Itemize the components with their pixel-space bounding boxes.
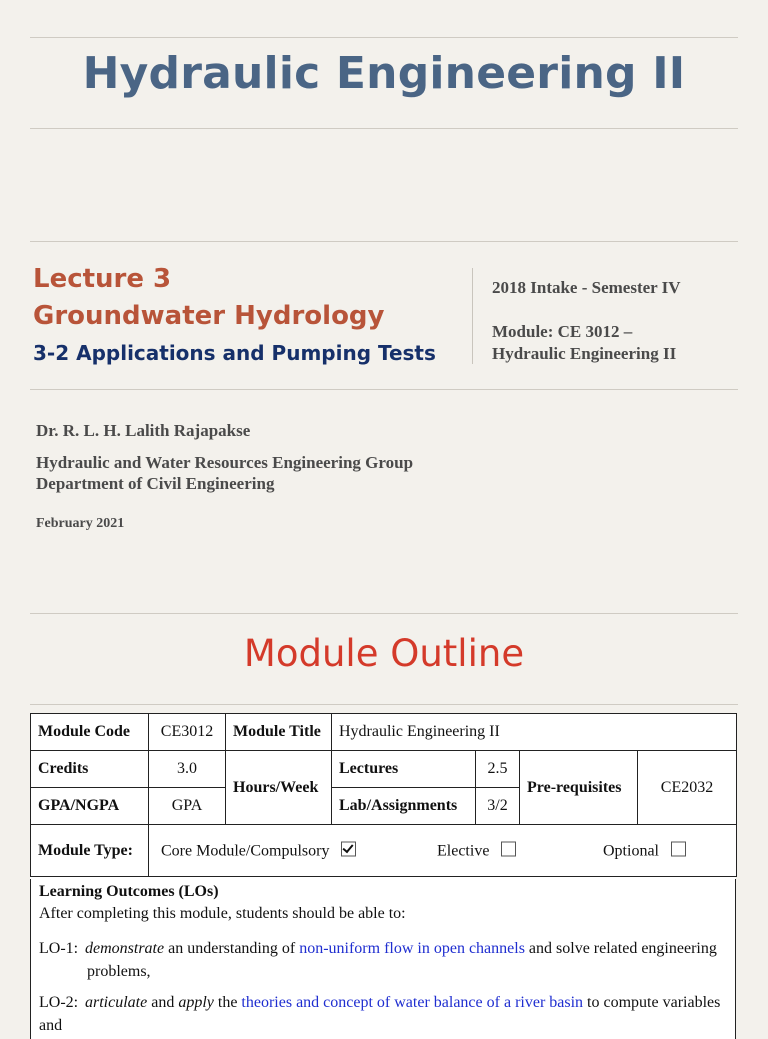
- module-code-value: CE3012: [149, 714, 226, 751]
- lo1-number: LO-1:: [39, 940, 79, 957]
- table-row: [31, 714, 737, 751]
- type-core: [161, 841, 356, 860]
- module-info: [492, 321, 676, 365]
- lo-item-2: [39, 991, 729, 1037]
- elective-checkbox[interactable]: [501, 841, 516, 856]
- module-info-table: [30, 713, 737, 877]
- hours-week-label: Hours/Week: [226, 751, 332, 825]
- lo2-verb-2: apply: [178, 994, 214, 1011]
- module-title-value: Hydraulic Engineering II: [332, 714, 737, 751]
- module-type-options: [149, 825, 737, 877]
- module-name-line: Hydraulic Engineering II: [492, 344, 677, 363]
- lo1-text-b: and solve related engineering: [524, 940, 717, 957]
- lo-intro: After completing this module, students should be able to:: [39, 905, 406, 922]
- lo2-number: LO-2:: [39, 994, 79, 1011]
- type-optional-label: Optional: [603, 842, 659, 859]
- lo2-highlight: theories and concept of water balance of a river basin: [241, 994, 584, 1011]
- top-divider: [30, 37, 738, 38]
- info-divider: [30, 389, 738, 390]
- prerequisites-label: Pre-requisites: [520, 751, 638, 825]
- table-row: [31, 825, 737, 877]
- lecture-date: February 2021: [36, 516, 125, 531]
- lab-assignments-label: Lab/Assignments: [332, 788, 476, 825]
- vertical-divider: [472, 268, 473, 364]
- lo1-text-a: an understanding of: [164, 940, 300, 957]
- gpa-value: GPA: [149, 788, 226, 825]
- module-type-label: Module Type:: [31, 825, 149, 877]
- lectures-label: Lectures: [332, 751, 476, 788]
- slide-divider: [30, 613, 738, 614]
- page-title: Hydraulic Engineering II: [82, 48, 686, 99]
- type-elective-label: Elective: [437, 842, 490, 859]
- credits-value: 3.0: [149, 751, 226, 788]
- type-optional: [603, 841, 686, 860]
- intake-label: 2018 Intake - Semester IV: [492, 278, 681, 297]
- lo2-text-a: and: [147, 994, 179, 1011]
- lecture-subtopic: 3-2 Applications and Pumping Tests: [33, 341, 436, 365]
- module-outline-title: Module Outline: [243, 632, 525, 675]
- title-divider: [30, 128, 738, 129]
- module-code-line: Module: CE 3012 –: [492, 322, 633, 341]
- lecture-number: Lecture 3: [33, 264, 172, 294]
- module-outline-table: [30, 713, 736, 1034]
- lo2-text-c: to compute variables and: [39, 994, 721, 1034]
- section-divider: [30, 241, 738, 242]
- group-name: Hydraulic and Water Resources Engineering Group: [36, 453, 414, 472]
- lo1-text-c: problems,: [87, 963, 151, 980]
- module-code-label: Module Code: [31, 714, 149, 751]
- lo-heading: Learning Outcomes (LOs): [39, 883, 219, 900]
- lab-assignments-value: 3/2: [476, 788, 520, 825]
- type-elective: [437, 841, 516, 860]
- author-name: Dr. R. L. H. Lalith Rajapakse: [36, 421, 251, 440]
- lo2-text-b: the: [213, 994, 242, 1011]
- module-title-label: Module Title: [226, 714, 332, 751]
- lo1-highlight: non-uniform flow in open channels: [299, 940, 525, 957]
- learning-outcomes: [30, 879, 736, 1039]
- gpa-label: GPA/NGPA: [31, 788, 149, 825]
- department-name: Department of Civil Engineering: [36, 474, 275, 493]
- lectures-value: 2.5: [476, 751, 520, 788]
- lo-item-1: [39, 937, 729, 983]
- core-checkbox[interactable]: [341, 841, 356, 856]
- credits-label: Credits: [31, 751, 149, 788]
- outline-divider: [30, 704, 738, 705]
- lecture-topic: Groundwater Hydrology: [33, 301, 385, 331]
- table-row: [31, 751, 737, 788]
- optional-checkbox[interactable]: [671, 841, 686, 856]
- lo2-verb-1: articulate: [85, 994, 148, 1011]
- lo1-verb: demonstrate: [85, 940, 165, 957]
- lecture-heading: [33, 262, 473, 370]
- type-core-label: Core Module/Compulsory: [161, 842, 330, 859]
- prerequisites-value: CE2032: [638, 751, 737, 825]
- affiliation: [36, 452, 413, 494]
